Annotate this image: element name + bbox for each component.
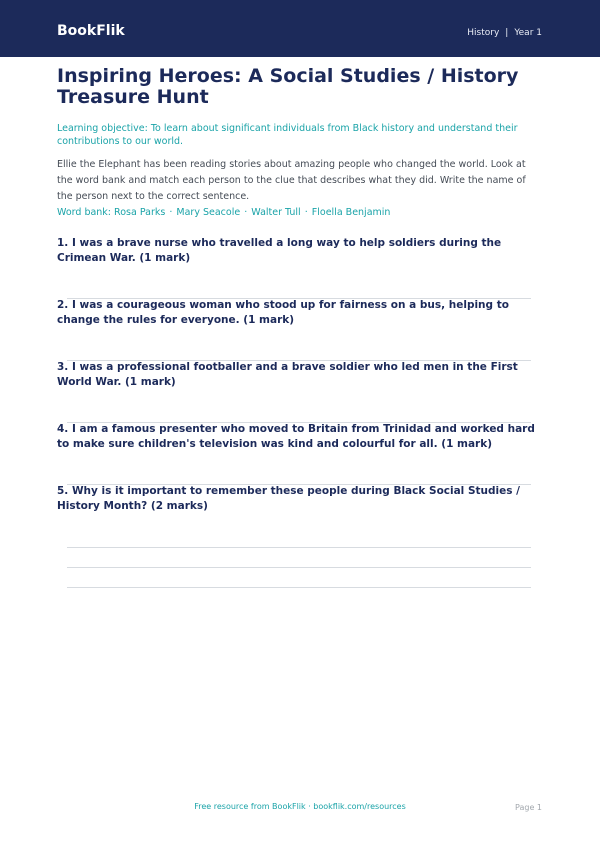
word-bank-item: Mary Seacole	[176, 207, 241, 218]
word-bank-label: Word bank:	[57, 207, 112, 218]
breadcrumb-separator: |	[505, 28, 509, 38]
answer-line[interactable]	[67, 587, 531, 588]
word-bank-separator: ·	[169, 207, 173, 218]
word-bank-separator: ·	[304, 207, 308, 218]
word-bank-item: Rosa Parks	[114, 207, 166, 218]
question-2: 2. I was a courageous woman who stood up for fairness on a bus, helping to change the rules for everyone. (1 mark)	[57, 299, 509, 326]
footer-note[interactable]: Free resource from BookFlik · bookflik.com/resources	[194, 802, 406, 811]
page-title: Inspiring Heroes: A Social Studies / History Treasure Hunt	[57, 65, 519, 108]
question-1: 1. I was a brave nurse who travelled a long way to help soldiers during the Crimean War. (1 mark)	[57, 237, 502, 264]
brand-logo-text[interactable]: BookFlik	[57, 23, 125, 39]
learning-objective: Learning objective: To learn about significant individuals from Black history and understand their contributions to our world.	[57, 123, 518, 147]
header-bar	[0, 0, 600, 57]
breadcrumb-subject[interactable]: History	[467, 28, 500, 38]
answer-line[interactable]	[67, 547, 531, 548]
page-number: Page 1	[515, 803, 542, 812]
answer-line[interactable]	[67, 567, 531, 568]
word-bank	[57, 207, 390, 218]
question-3: 3. I was a professional footballer and a brave soldier who led men in the First World War. (1 mark)	[57, 361, 518, 388]
word-bank-item: Floella Benjamin	[311, 207, 391, 218]
intro-paragraph: Ellie the Elephant has been reading stories about amazing people who changed the world. Look at the word bank and match each person to the clue that describes what they did. Write the name of the person next to the correct sentence.	[57, 159, 526, 202]
breadcrumb	[467, 28, 542, 38]
word-bank-separator: ·	[244, 207, 248, 218]
question-5: 5. Why is it important to remember these people during Black Social Studies / History Month? (2 marks)	[57, 485, 520, 512]
question-4: 4. I am a famous presenter who moved to Britain from Trinidad and worked hard to make sure children's television was kind and colourful for all. (1 mark)	[57, 423, 535, 450]
word-bank-item: Walter Tull	[251, 207, 301, 218]
breadcrumb-year[interactable]: Year 1	[514, 28, 542, 38]
